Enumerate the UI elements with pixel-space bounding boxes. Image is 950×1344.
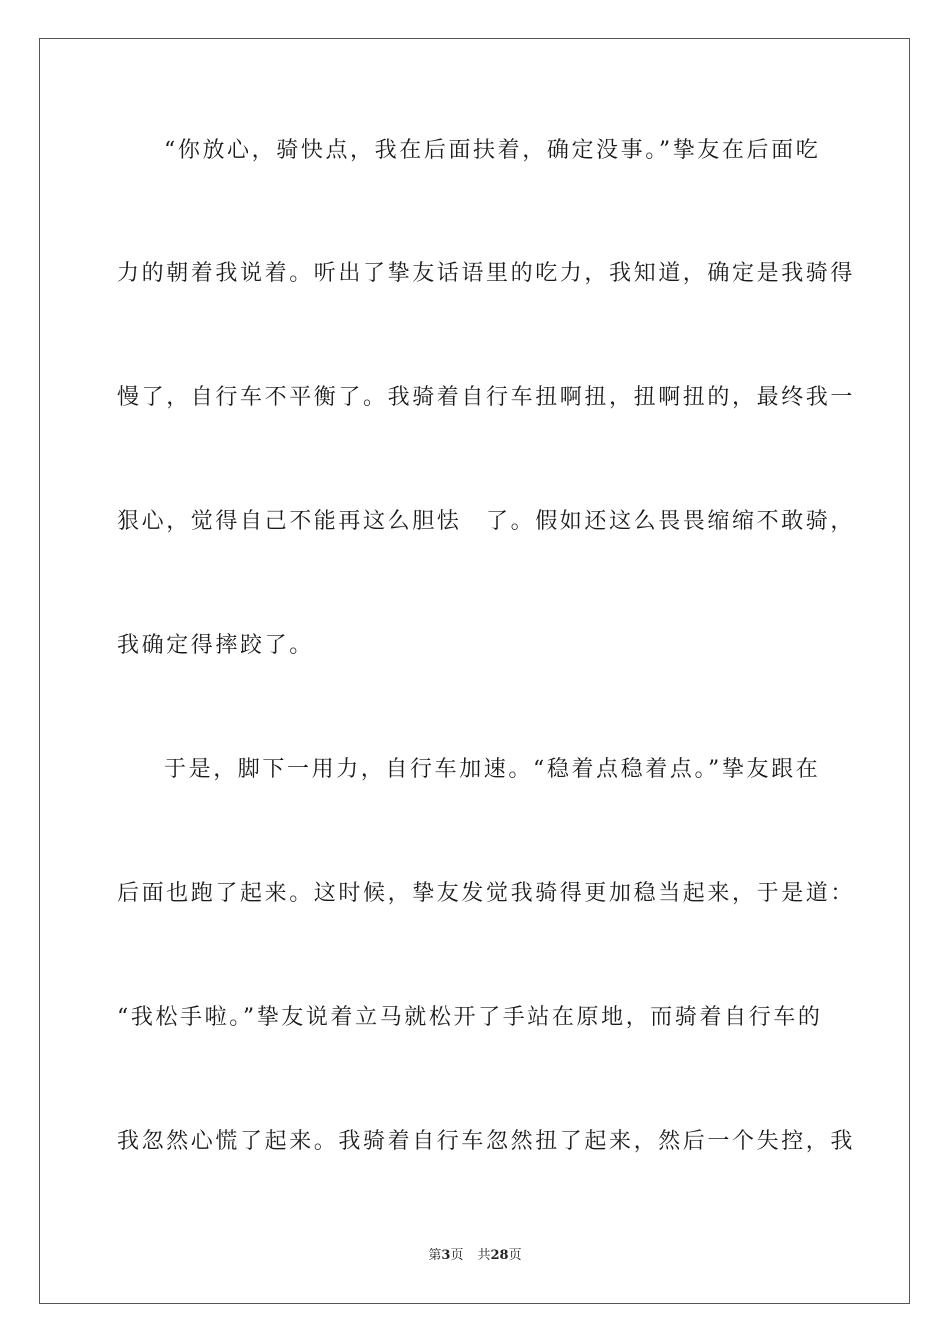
paragraph-line: 于是，脚下一用力，自行车加速。“稳着点稳着点。”挚友跟在 [164, 757, 821, 782]
paragraph-line: 后面也跑了起来。这时候，挚友发觉我骑得更加稳当起来，于是道： [117, 881, 856, 906]
paragraph-line: “我松手啦。”挚友说着立马就松开了手站在原地，而骑着自行车的 [117, 1005, 823, 1030]
page-number: 3 [441, 1248, 451, 1263]
page-prefix: 第 [428, 1248, 442, 1263]
page-suffix: 页 [450, 1248, 464, 1263]
paragraph-line: 慢了，自行车不平衡了。我骑着自行车扭啊扭，扭啊扭的，最终我一 [117, 385, 856, 410]
total-prefix: 共 [477, 1248, 491, 1263]
page-frame [39, 38, 910, 1304]
paragraph-line: 力的朝着我说着。听出了挚友话语里的吃力，我知道，确定是我骑得 [117, 261, 856, 286]
paragraph-line: 我忽然心慌了起来。我骑着自行车忽然扭了起来，然后一个失控，我 [117, 1129, 856, 1154]
page-footer [0, 1247, 950, 1265]
total-suffix: 页 [508, 1248, 522, 1263]
paragraph-line: 我确定得摔跤了。 [117, 633, 314, 658]
total-pages: 28 [490, 1248, 509, 1263]
paragraph-line: 狠心，觉得自己不能再这么胆怯 了。假如还这么畏畏缩缩不敢骑， [117, 509, 856, 534]
paragraph-line: “你放心，骑快点，我在后面扶着，确定没事。”挚友在后面吃 [164, 138, 821, 163]
